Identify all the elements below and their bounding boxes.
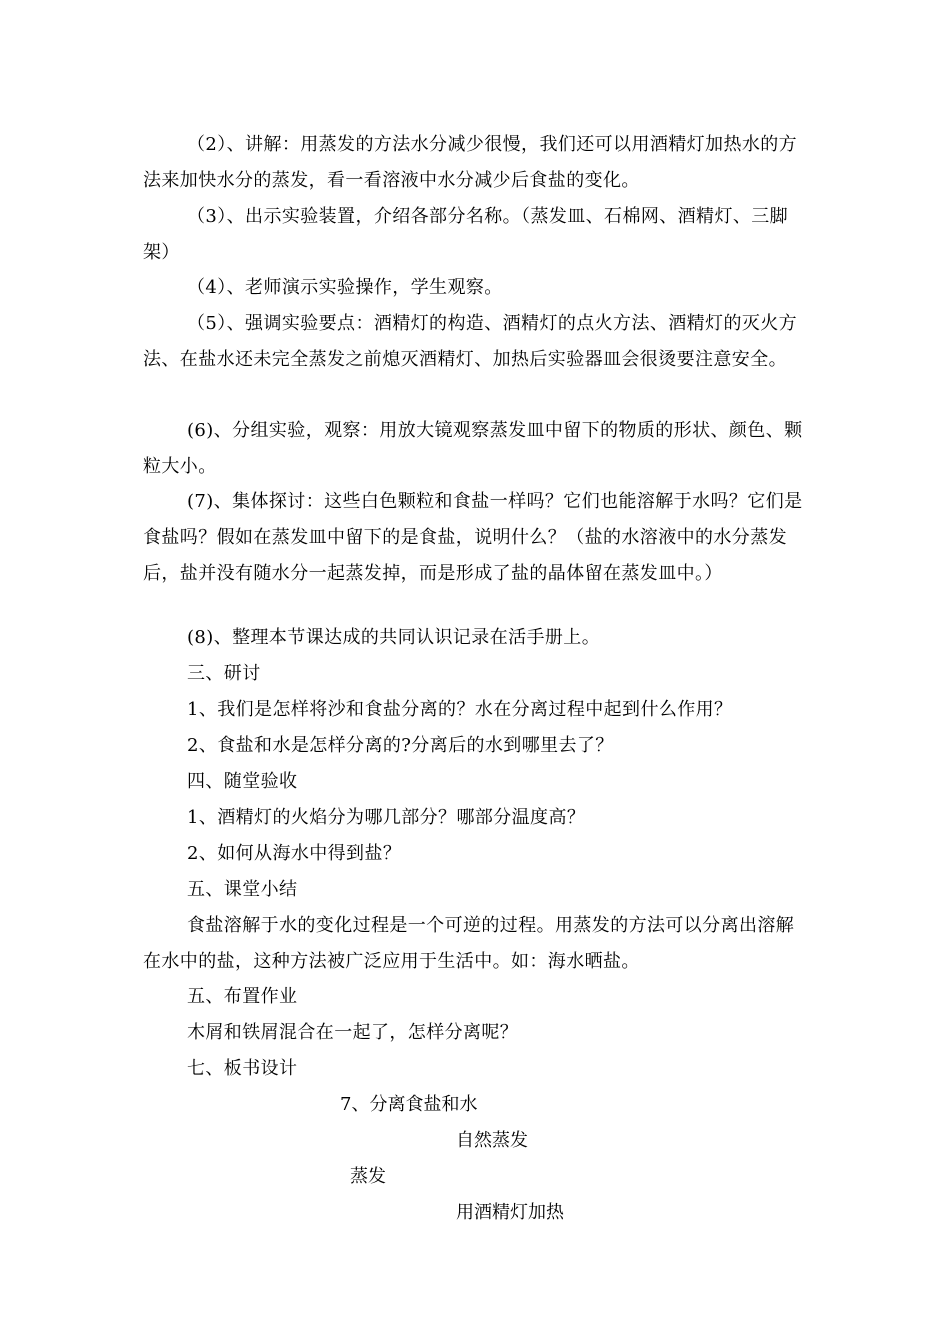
heading-check: 四、随堂验收 xyxy=(187,771,298,792)
paragraph-step-4: （4）、老师演示实验操作，学生观察。 xyxy=(187,277,503,298)
check-question-2: 2、如何从海水中得到盐？ xyxy=(187,843,402,864)
board-branch-lamp: 用酒精灯加热 xyxy=(456,1202,564,1223)
heading-homework: 五、布置作业 xyxy=(187,986,298,1007)
heading-board-design: 七、板书设计 xyxy=(187,1058,298,1079)
discussion-question-1: 1、我们是怎样将沙和食盐分离的？水在分离过程中起到什么作用？ xyxy=(187,699,733,720)
paragraph-step-8: (8)、整理本节课达成的共同认识记录在活手册上。 xyxy=(187,627,601,648)
paragraph-step-7: (7)、集体探讨：这些白色颗粒和食盐一样吗？它们也能溶解于水吗？它们是食盐吗？假如在蒸发皿中留下的是食盐，说明什么？（盐的水溶液中的水分蒸发后，盐并没有随水分一起蒸发掉，而是形成了盐的晶体留在蒸发皿中。） xyxy=(143,491,803,584)
board-root: 蒸发 xyxy=(350,1166,386,1187)
paragraph-step-6: (6)、分组实验，观察：用放大镜观察蒸发皿中留下的物质的形状、颜色、颗粒大小。 xyxy=(143,420,803,477)
paragraph-step-2: （2）、讲解：用蒸发的方法水分减少很慢，我们还可以用酒精灯加热水的方法来加快水分的蒸发，看一看溶液中水分减少后食盐的变化。 xyxy=(143,134,798,191)
summary-text: 食盐溶解于水的变化过程是一个可逆的过程。用蒸发的方法可以分离出溶解在水中的盐，这种方法被广泛应用于生活中。如：海水晒盐。 xyxy=(143,915,795,972)
heading-summary: 五、课堂小结 xyxy=(187,879,298,900)
heading-discussion: 三、研讨 xyxy=(187,663,261,684)
board-branch-natural: 自然蒸发 xyxy=(456,1130,528,1151)
board-title: 7、分离食盐和水 xyxy=(340,1094,478,1115)
paragraph-step-3: （3）、出示实验装置，介绍各部分名称。（蒸发皿、石棉网、酒精灯、三脚架） xyxy=(143,206,789,263)
homework-text: 木屑和铁屑混合在一起了，怎样分离呢？ xyxy=(187,1022,519,1043)
paragraph-step-5: （5）、强调实验要点：酒精灯的构造、酒精灯的点火方法、酒精灯的灭火方法、在盐水还未完全蒸发之前熄灭酒精灯、加热后实验器皿会很烫要注意安全。 xyxy=(143,313,798,370)
check-question-1: 1、酒精灯的火焰分为哪几部分？哪部分温度高？ xyxy=(187,807,586,828)
discussion-question-2: 2、食盐和水是怎样分离的?分离后的水到哪里去了？ xyxy=(187,735,614,756)
